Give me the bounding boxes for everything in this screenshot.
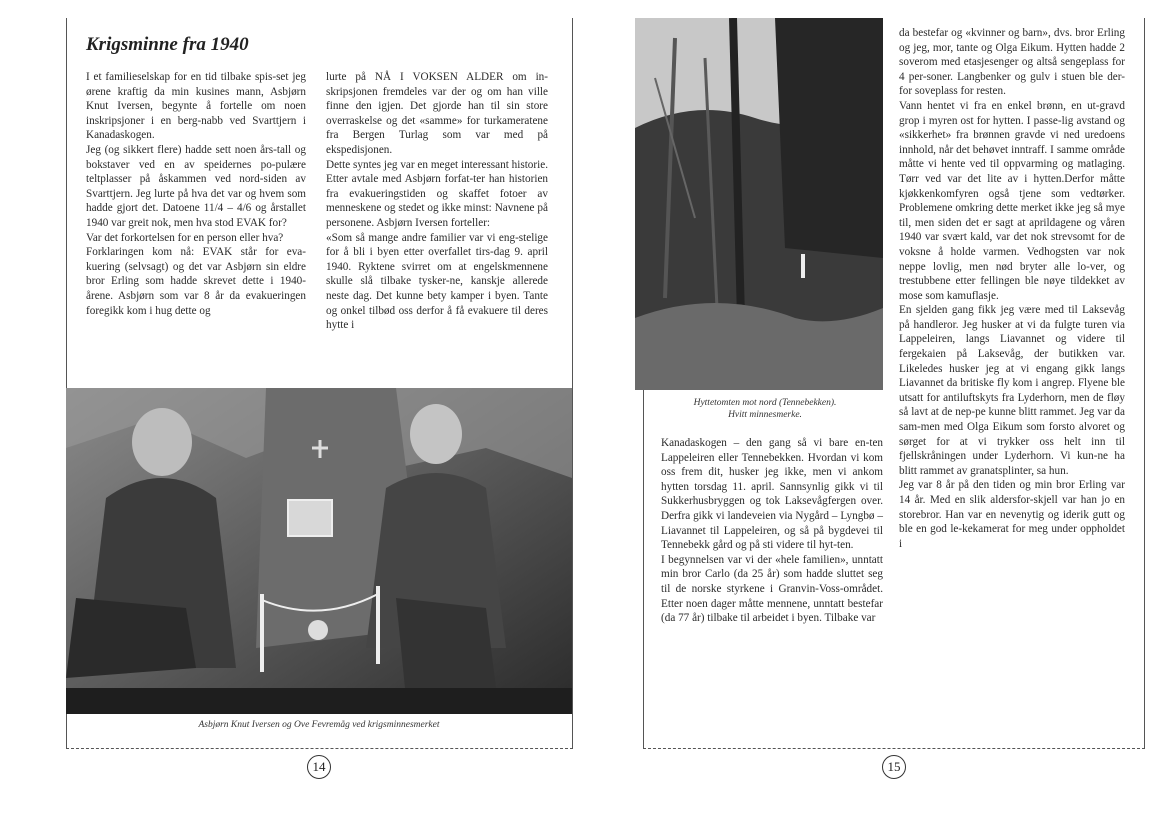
paragraph: En sjelden gang fikk jeg være med til Laksevåg på handleror. Jeg husker at vi da fulgte turen via Lappeleiren, langs Liavannet og videre til fergekaien på Laksevåg, der butikken var. Likeledes husker jeg at vi engang gikk langs Liavannet da britiske fly kom i angrep. Flyene ble utsatt for antiluftskyts fra Lyderhorn, men de fløy så lavt at de nep-pe kunne blitt rammet. Jeg var da sam-men med Olga Eikum som forsto alvoret og sørget for at vi trykker oss helt inn til fjellskråningen under Lyderhorn. Vi kun-ne ha blitt rammet av granatsplinter, sa hun.: [899, 304, 1125, 477]
paragraph: Jeg (og sikkert flere) hadde sett noen års-tall og bokstaver ved en av speidernes po-pulære teltplasser på åskammen ved nord-siden av Svarttjern. Jeg lurte på hva det var og hvem som hadde gjort det. Datoene 11/4 – 4/6 og årstallet 1940 var greit nok, men hva stod EVAK for?: [86, 143, 306, 229]
paragraph: Var det forkortelsen for en person eller hva?: [86, 231, 284, 244]
paragraph: Forklaringen kom nå: EVAK står for eva-kuering (selvsagt) og det var Asbjørn sin eldre bror Erling som hadde skrevet dette i 1940-årene. Asbjørn som var 8 år da evakueringen foregikk kom i hug dette og: [86, 246, 306, 317]
caption-line: Hvitt minnesmerke.: [728, 410, 802, 420]
paragraph: Kanadaskogen – den gang så vi bare en-ten Lappeleiren eller Tennebekken. Hvordan vi kom oss frem dit, husker jeg ikke, men vi ankom hytten torsdag 11. april. Sannsynlig gikk vi til Sukkerhusbryggen og tok Laksevågfergen over. Derfra gikk vi landeveien via Nygård – Lyngbø – Liavannet til Lappeleiren, og så på bygdevei til Tennebekk gård og på sti videre til hyt-ten.: [661, 437, 883, 552]
left-column-1: [86, 70, 306, 318]
left-column-2: [326, 70, 548, 333]
paragraph: «Som så mange andre familier var vi eng-stelige for å bli i byen etter overfallet tirs-dag 9. april 1940. Ryktene svirret om at engelskmennene skulle slå tilbake tysker-ne, kanskje allerede neste dag. Det kunne bety kamper i byen. Tante og onkel tilbød oss derfor å få evakuere til deres hytte i: [326, 231, 548, 332]
cabin-site-photo: [635, 18, 883, 390]
photo-caption: Asbjørn Knut Iversen og Ove Fevremåg ved krigsminnesmerket: [198, 720, 440, 730]
right-column-2: [899, 26, 1125, 551]
right-column-1: [661, 436, 883, 626]
paragraph: I begynnelsen var vi der «hele familien», unntatt min bror Carlo (da 25 år) som hadde sluttet seg til de norske styrkene i Granvin-Voss-området. Etter noen dager måtte mennene, unntatt bestefar (da 77 år) tilbake til arbeidet i byen. Tilbake var: [661, 553, 883, 625]
memorial-photo: [66, 388, 572, 714]
right-page: [583, 0, 1166, 824]
paragraph: Dette syntes jeg var en meget interessant historie. Etter avtale med Asbjørn forfat-ter han historien fra evakueringstiden og skaffet fotoer av menneskene og stedet og ikke minst: Navnene på personene. Asbjørn Iversen forteller:: [326, 158, 548, 229]
cabin-photo-caption: [655, 397, 875, 421]
cabin-site-illustration: [635, 18, 883, 390]
memorial-photo-illustration: [66, 388, 572, 714]
page-number: 15: [882, 755, 906, 779]
article-title: Krigsminne fra 1940: [86, 34, 249, 55]
paragraph: da bestefar og «kvinner og barn», dvs. bror Erling og jeg, mor, tante og Olga Eikum. Hytten hadde 2 soverom med etasjesenger og altså sengeplass for 4 per-soner. Langbenker og gulv i stuen ble der-for soveplass for resten.: [899, 27, 1125, 98]
paragraph: Jeg var 8 år på den tiden og min bror Erling var 14 år. Med en slik aldersfor-skjell var han jo en storebror. Han var en nevenytig og iderik gutt og ble en god le-kekamerat for meg under oppholdet i: [899, 479, 1125, 550]
page-number: 14: [307, 755, 331, 779]
paragraph: lurte på NÅ I VOKSEN ALDER om in-skripsjonen fremdeles var der og om han ville finne den igjen. Det gjorde han til sin store overraskelse og det «samme» for turkameratene fra Bergen Turlag som var med på ekspedisjonen.: [326, 71, 548, 156]
paragraph: I et familieselskap for en tid tilbake spis-set jeg ørene kraftig da min kusines mann, Asbjørn Knut Iversen, begynte å fortelle om noen inskripsjoner i en berg-nabb ved Svarttjern i Kanadaskogen.: [86, 71, 306, 142]
caption-line: Hyttetomten mot nord (Tennebekken).: [693, 398, 837, 408]
paragraph: Vann hentet vi fra en enkel brønn, en ut-gravd grop i myren ost for hytten. I passe-lig avstand og «sikkerhet» fra brønnen gravde vi ned uredoens innhold, når det behøvet inntraff. I samme område måtte vi hente ved til oppvarming og matlaging. Tørr ved var det lite av i hytten.Derfor måtte kjøkkenkomfyren også tjene som vedtørker. Problemene omkring dette merket ikke jeg så mye til, men siden det er sagt at aprildagene og våren 1940 var svært kald, var det nok strevsomt for de voksne å holde varmen. Vedhogsten var nok neppe lovlig, men nød bryter alle lo-ver, og trestubbene etter fellingen ble nøye tildekket av mose som kamuflasje.: [899, 99, 1125, 302]
